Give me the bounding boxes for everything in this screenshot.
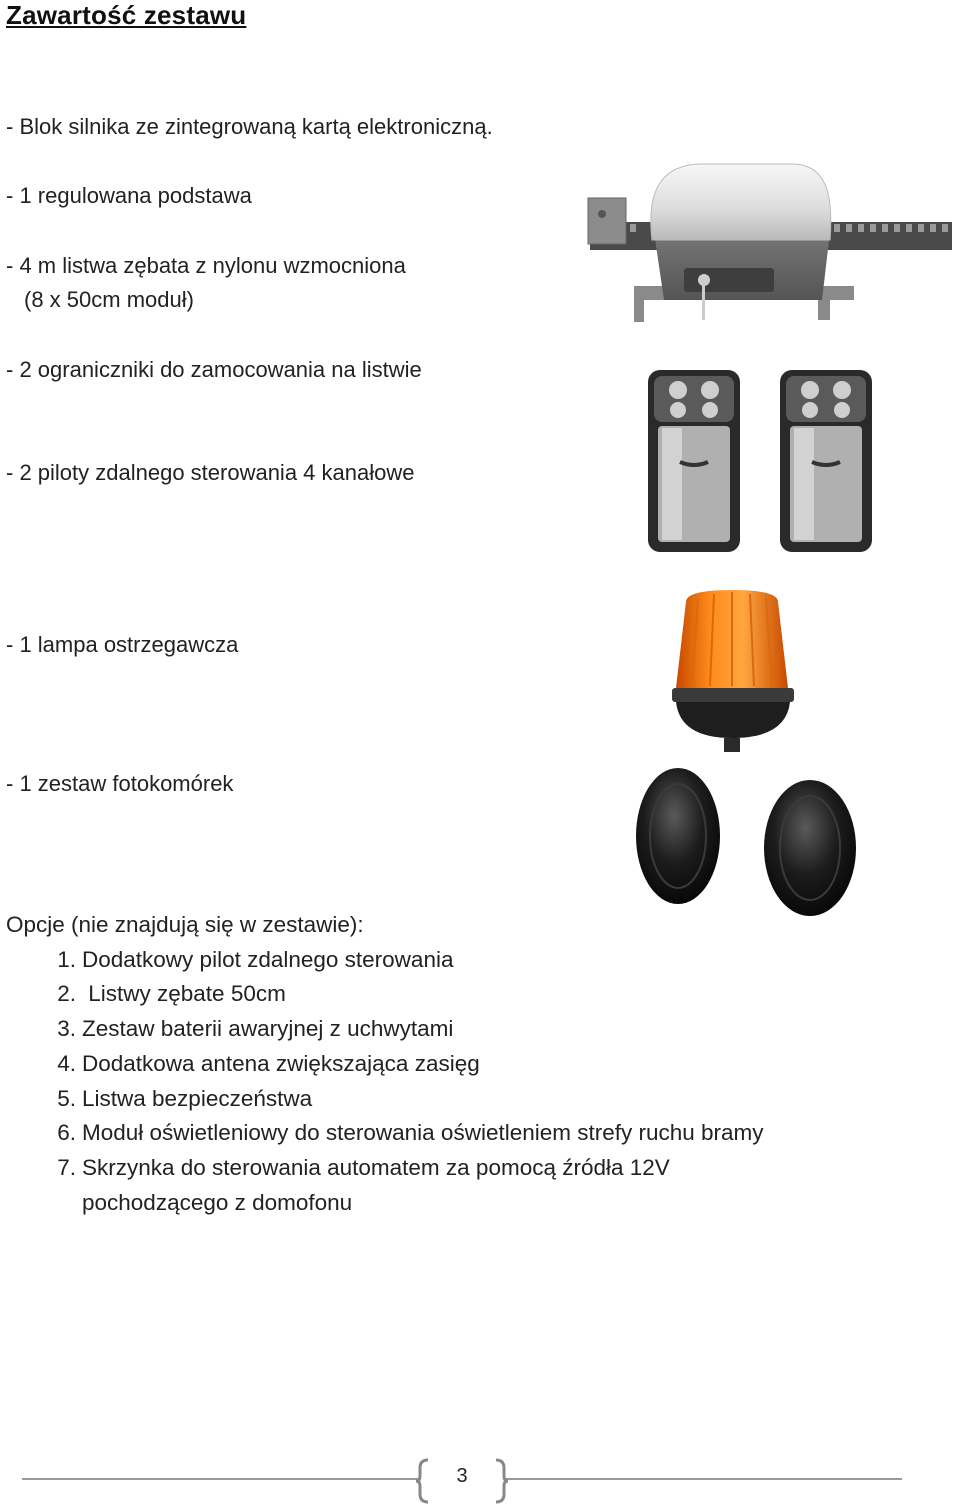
list-item: - 1 lampa ostrzegawcza xyxy=(6,632,239,657)
photocells-image xyxy=(634,764,860,918)
list-item: - 4 m listwa zębata z nylonu wzmocniona xyxy=(6,253,406,278)
option-continuation: pochodzącego z domofonu xyxy=(82,1189,353,1215)
option-number: 2. xyxy=(57,981,76,1007)
option-item xyxy=(6,1012,764,1047)
list-item: - Blok silnika ze zintegrowaną kartą elektroniczną. xyxy=(6,114,493,139)
list-item: - 2 ograniczniki do zamocowania na listwie xyxy=(6,357,422,382)
list-item-continuation: (8 x 50cm moduł) xyxy=(24,287,194,312)
option-number: 6. xyxy=(57,1120,76,1146)
option-text: Moduł oświetleniowy do sterowania oświetleniem strefy ruchu bramy xyxy=(82,1120,764,1146)
option-item xyxy=(6,1082,764,1117)
right-brace-icon xyxy=(494,1458,510,1504)
footer-rule-left xyxy=(22,1478,418,1480)
list-item: - 1 zestaw fotokomórek xyxy=(6,771,234,796)
page-title: Zawartość zestawu xyxy=(6,0,247,30)
option-text: Zestaw baterii awaryjnej z uchwytami xyxy=(82,1016,454,1042)
left-brace-icon xyxy=(414,1458,430,1504)
option-text: Listwy zębate 50cm xyxy=(82,981,286,1007)
option-item xyxy=(6,977,764,1012)
option-text: Dodatkowa antena zwiększająca zasięg xyxy=(82,1050,480,1076)
option-number: 4. xyxy=(57,1050,76,1076)
option-item xyxy=(6,943,764,978)
option-item xyxy=(6,1116,764,1151)
motor-image xyxy=(572,150,960,340)
footer-rule-right xyxy=(506,1478,902,1480)
option-item xyxy=(6,1047,764,1082)
options-list xyxy=(6,908,764,1220)
options-heading: Opcje (nie znajdują się w zestawie): xyxy=(6,912,364,937)
warning-lamp-image xyxy=(668,588,798,758)
option-number: 3. xyxy=(57,1016,76,1042)
list-item: - 1 regulowana podstawa xyxy=(6,183,252,208)
option-text: Dodatkowy pilot zdalnego sterowania xyxy=(82,946,454,972)
option-text: Skrzynka do sterowania automatem za pomocą źródła 12V xyxy=(82,1154,670,1180)
list-item: - 2 piloty zdalnego sterowania 4 kanałowe xyxy=(6,460,415,485)
remote-controls-image xyxy=(644,368,884,556)
option-item xyxy=(6,1151,764,1186)
option-text: Listwa bezpieczeństwa xyxy=(82,1085,313,1111)
page-number: 3 xyxy=(456,1465,468,1487)
option-number: 1. xyxy=(57,946,76,972)
option-number: 5. xyxy=(57,1085,76,1111)
option-number: 7. xyxy=(57,1154,76,1180)
